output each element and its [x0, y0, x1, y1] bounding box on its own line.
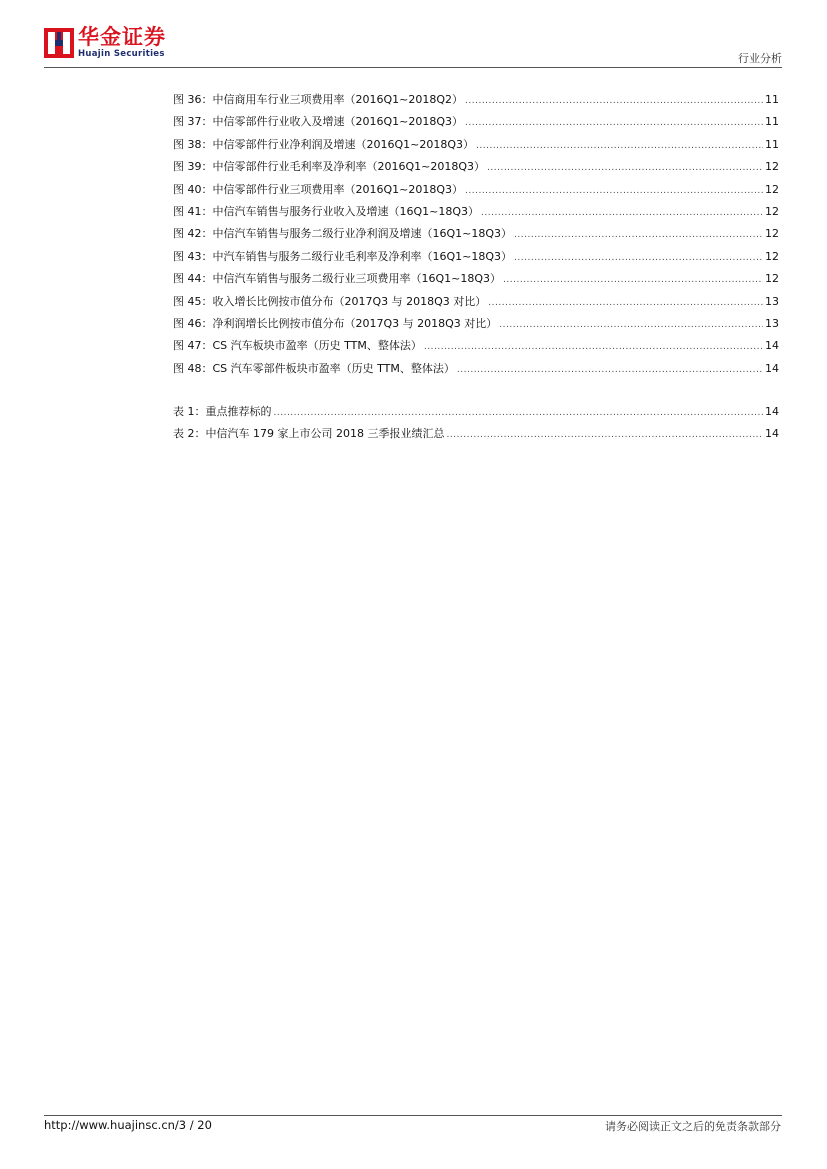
toc-entry-page: 11: [765, 115, 779, 129]
company-logo: [44, 26, 166, 60]
toc-leader-dots: [446, 430, 763, 440]
toc-entry[interactable]: [173, 425, 779, 447]
toc-entry[interactable]: [173, 403, 779, 425]
toc-entry-page: 14: [765, 405, 779, 419]
toc-entry[interactable]: [173, 315, 779, 337]
toc-entry[interactable]: [173, 113, 779, 135]
toc-entry[interactable]: [173, 225, 779, 247]
toc-entry-label: 图 39：中信零部件行业毛利率及净利率（2016Q1~2018Q3）: [173, 160, 486, 174]
page-header: [44, 26, 782, 68]
toc-leader-dots: [476, 141, 763, 151]
table-list: [173, 403, 779, 448]
huajin-logo-icon: [44, 26, 74, 60]
toc-entry-page: 13: [765, 294, 779, 308]
toc-leader-dots: [465, 118, 763, 128]
footer-disclaimer: 请务必阅读正文之后的免责条款部分: [605, 1120, 781, 1133]
toc-entry-label: 图 44：中信汽车销售与服务二级行业三项费用率（16Q1~18Q3）: [173, 272, 502, 286]
toc-entry-label: 图 43：中汽车销售与服务二级行业毛利率及净利率（16Q1~18Q3）: [173, 249, 513, 263]
toc-entry[interactable]: [173, 136, 779, 158]
toc-leader-dots: [514, 230, 763, 240]
toc-entry-page: 12: [765, 272, 779, 286]
toc-entry-page: 11: [765, 137, 779, 151]
toc-leader-dots: [487, 163, 763, 173]
toc-entry-label: 图 46：净利润增长比例按市值分布（2017Q3 与 2018Q3 对比）: [173, 316, 498, 330]
toc-entry[interactable]: [173, 360, 779, 382]
toc-leader-dots: [424, 342, 763, 352]
toc-entry-label: 图 36：中信商用车行业三项费用率（2016Q1~2018Q2）: [173, 93, 464, 106]
toc-entry-page: 14: [765, 361, 779, 375]
toc-leader-dots: [503, 275, 763, 285]
logo-english-name: Huajin Securities: [78, 49, 165, 59]
toc-entry-page: 13: [765, 316, 779, 330]
toc-entry[interactable]: [173, 203, 779, 225]
toc-entry-label: 表 2：中信汽车 179 家上市公司 2018 三季报业绩汇总: [173, 427, 445, 441]
toc-entry[interactable]: [173, 248, 779, 270]
toc-leader-dots: [465, 186, 763, 196]
toc-entry[interactable]: [173, 181, 779, 203]
toc-entry[interactable]: [173, 270, 779, 292]
toc-entry-label: 图 42：中信汽车销售与服务二级行业净利润及增速（16Q1~18Q3）: [173, 227, 513, 241]
footer-url-page[interactable]: http://www.huajinsc.cn/3 / 20: [44, 1118, 212, 1132]
toc-entry-label: 图 45：收入增长比例按市值分布（2017Q3 与 2018Q3 对比）: [173, 294, 487, 308]
toc-entry-label: 图 38：中信零部件行业净利润及增速（2016Q1~2018Q3）: [173, 137, 475, 151]
toc-entry-page: 11: [765, 93, 779, 106]
toc-entry[interactable]: [173, 337, 779, 359]
toc-entry-page: 12: [765, 249, 779, 263]
toc-entry-label: 图 48：CS 汽车零部件板块市盈率（历史 TTM、整体法）: [173, 361, 455, 375]
toc-leader-dots: [457, 365, 763, 375]
header-divider: [44, 67, 782, 68]
toc-entry-label: 图 40：中信零部件行业三项费用率（2016Q1~2018Q3）: [173, 182, 464, 196]
toc-entry-label: 表 1：重点推荐标的: [173, 405, 272, 419]
document-type: 行业分析: [738, 52, 782, 65]
toc-entry-page: 12: [765, 182, 779, 196]
toc-entry-page: 14: [765, 427, 779, 441]
toc-leader-dots: [274, 408, 764, 418]
toc-leader-dots: [481, 208, 763, 218]
toc-entry-page: 12: [765, 160, 779, 174]
toc-entry-page: 12: [765, 204, 779, 218]
toc-entry-label: 图 37：中信零部件行业收入及增速（2016Q1~2018Q3）: [173, 115, 464, 129]
section-gap: [173, 382, 779, 403]
toc-entry-page: 12: [765, 227, 779, 241]
toc-entry-page: 14: [765, 339, 779, 353]
toc-leader-dots: [488, 298, 763, 308]
table-of-contents: [173, 91, 779, 448]
logo-chinese-name: 华金证券: [78, 25, 166, 49]
toc-leader-dots: [514, 253, 763, 263]
figure-list: [173, 91, 779, 382]
toc-entry[interactable]: [173, 293, 779, 315]
toc-leader-dots: [465, 96, 763, 106]
toc-entry[interactable]: [173, 91, 779, 113]
toc-leader-dots: [499, 320, 763, 330]
footer-divider: [44, 1115, 782, 1116]
toc-entry[interactable]: [173, 158, 779, 180]
toc-entry-label: 图 47：CS 汽车板块市盈率（历史 TTM、整体法）: [173, 339, 422, 353]
toc-entry-label: 图 41：中信汽车销售与服务行业收入及增速（16Q1~18Q3）: [173, 204, 480, 218]
